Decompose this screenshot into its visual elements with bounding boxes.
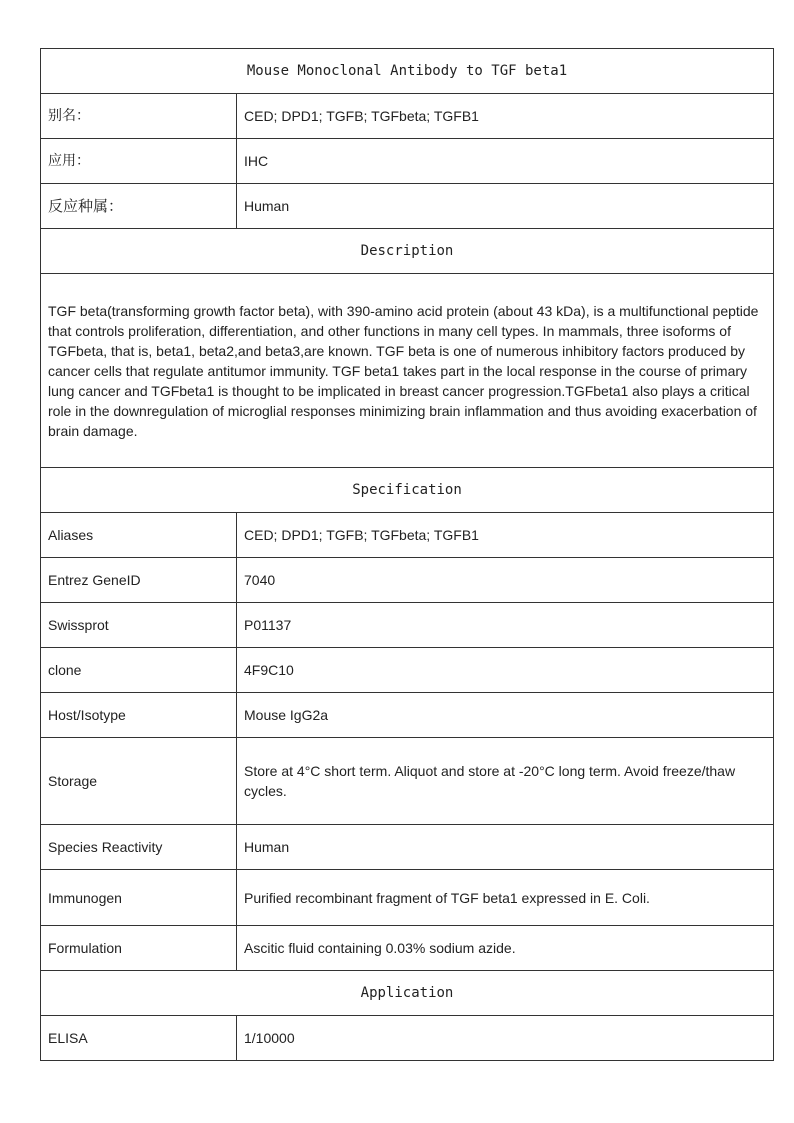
header-row-application [41,139,774,184]
spec-row-host [41,693,774,738]
species-label: 反应种属： [41,184,237,229]
spec-value: CED; DPD1; TGFB; TGFbeta; TGFB1 [237,513,774,558]
spec-label: Storage [41,738,237,825]
application-heading-row [41,971,774,1016]
specification-heading-row [41,468,774,513]
spec-label: Aliases [41,513,237,558]
spec-label: Entrez GeneID [41,558,237,603]
spec-value: Store at 4°C short term. Aliquot and store at -20°C long term. Avoid freeze/thaw cycles. [237,738,774,825]
application-heading: Application [41,971,774,1016]
spec-row-clone [41,648,774,693]
spec-row-immunogen [41,870,774,926]
spec-value: 4F9C10 [237,648,774,693]
spec-row-geneid [41,558,774,603]
species-value: Human [237,184,774,229]
spec-row-formulation [41,926,774,971]
spec-value: 7040 [237,558,774,603]
header-row-alias [41,94,774,139]
application-row-elisa [41,1016,774,1061]
spec-label: Immunogen [41,870,237,926]
application-label: 应用： [41,139,237,184]
datasheet-table [40,48,774,1061]
specification-heading: Specification [41,468,774,513]
spec-row-aliases [41,513,774,558]
description-row [41,274,774,468]
application-method: ELISA [41,1016,237,1061]
description-text: TGF beta(transforming growth factor beta), with 390-amino acid protein (about 43 kDa), is a multifunctional peptide that controls proliferation, differentiation, and other functions in many cell types. In mammals, three isoforms of TGFbeta, that is, beta1, beta2,and beta3,are known. TGF beta is one of numerous inhibitory factors produced by cancer cells that regulate antitumor immunity. TGF beta1 takes part in the local response in the course of primary lung cancer and TGFbeta1 is thought to be implicated in breast cancer progression.TGFbeta1 also plays a critical role in the downregulation of microglial responses minimizing brain inflammation and thus avoiding exacerbation of brain damage. [41,274,774,468]
spec-row-reactivity [41,825,774,870]
title-row [41,49,774,94]
alias-value: CED; DPD1; TGFB; TGFbeta; TGFB1 [237,94,774,139]
spec-label: Host/Isotype [41,693,237,738]
spec-value: Mouse IgG2a [237,693,774,738]
spec-value: Ascitic fluid containing 0.03% sodium azide. [237,926,774,971]
description-heading-row [41,229,774,274]
application-value: IHC [237,139,774,184]
alias-label: 别名： [41,94,237,139]
application-dilution: 1/10000 [237,1016,774,1061]
header-row-species [41,184,774,229]
spec-label: Formulation [41,926,237,971]
spec-label: clone [41,648,237,693]
spec-label: Swissprot [41,603,237,648]
spec-value: Purified recombinant fragment of TGF beta1 expressed in E. Coli. [237,870,774,926]
spec-value: P01137 [237,603,774,648]
spec-row-swissprot [41,603,774,648]
page-title: Mouse Monoclonal Antibody to TGF beta1 [41,49,774,94]
spec-value: Human [237,825,774,870]
description-heading: Description [41,229,774,274]
spec-row-storage [41,738,774,825]
spec-label: Species Reactivity [41,825,237,870]
